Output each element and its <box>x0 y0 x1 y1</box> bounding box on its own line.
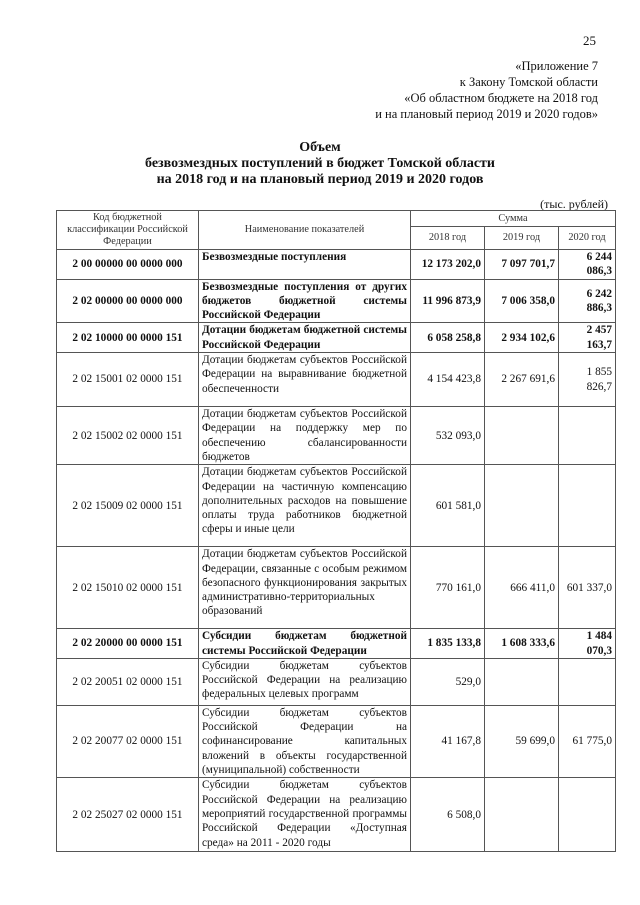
value-2019-cell: 7 006 358,0 <box>485 279 559 323</box>
table-row <box>57 323 616 353</box>
value-2020-cell: 2 457 163,7 <box>559 323 616 353</box>
value-2018-cell: 12 173 202,0 <box>411 250 485 280</box>
value-2018-cell: 41 167,8 <box>411 705 485 777</box>
value-2020-cell: 61 775,0 <box>559 705 616 777</box>
name-cell: Дотации бюджетам субъектов Российской Федерации на поддержку мер по обеспечению сбалансированности бюджетов <box>199 407 411 465</box>
annex-line: и на плановый период 2019 и 2020 годов» <box>375 107 598 121</box>
value-2019-cell: 7 097 701,7 <box>485 250 559 280</box>
value-2018-cell: 4 154 423,8 <box>411 353 485 407</box>
header-name: Наименование показателей <box>199 211 411 250</box>
name-cell: Субсидии бюджетам субъектов Российской Федерации на реализацию мероприятий государственной программы Российской Федерации «Доступная среда» на 2011 - 2020 годы <box>199 778 411 852</box>
header-2020: 2020 год <box>559 227 616 250</box>
budget-code-cell: 2 02 20000 00 0000 151 <box>57 629 199 659</box>
value-2019-cell <box>485 465 559 547</box>
budget-code-cell: 2 02 20051 02 0000 151 <box>57 658 199 705</box>
value-2020-cell: 6 242 886,3 <box>559 279 616 323</box>
value-2019-cell: 2 934 102,6 <box>485 323 559 353</box>
title-line: на 2018 год и на плановый период 2019 и 2020 годов <box>156 172 484 187</box>
value-2020-cell <box>559 465 616 547</box>
value-2020-cell: 1 855 826,7 <box>559 353 616 407</box>
revenue-table <box>56 210 616 852</box>
table-row <box>57 547 616 629</box>
table-row <box>57 279 616 323</box>
name-cell: Дотации бюджетам субъектов Российской Федерации на частичную компенсацию дополнительных расходов на повышение оплаты труда работников бюджетной сферы и иные цели <box>199 465 411 547</box>
budget-code-cell: 2 02 00000 00 0000 000 <box>57 279 199 323</box>
annex-line: к Закону Томской области <box>459 75 598 89</box>
value-2019-cell <box>485 658 559 705</box>
value-2020-cell: 601 337,0 <box>559 547 616 629</box>
value-2020-cell: 1 484 070,3 <box>559 629 616 659</box>
name-cell: Субсидии бюджетам субъектов Российской Федерации на софинансирование капитальных вложений в объекты государственной (муниципальной) собственности <box>199 705 411 777</box>
value-2018-cell: 601 581,0 <box>411 465 485 547</box>
budget-code-cell: 2 00 00000 00 0000 000 <box>57 250 199 280</box>
value-2020-cell <box>559 778 616 852</box>
value-2019-cell: 666 411,0 <box>485 547 559 629</box>
header-2019: 2019 год <box>485 227 559 250</box>
value-2019-cell <box>485 778 559 852</box>
value-2018-cell: 532 093,0 <box>411 407 485 465</box>
annex-header <box>375 58 598 122</box>
table-row <box>57 705 616 777</box>
value-2020-cell <box>559 658 616 705</box>
document-title <box>0 140 640 188</box>
name-cell: Дотации бюджетам бюджетной системы Российской Федерации <box>199 323 411 353</box>
value-2018-cell: 6 508,0 <box>411 778 485 852</box>
title-line: безвозмездных поступлений в бюджет Томской области <box>145 156 495 171</box>
budget-code-cell: 2 02 15009 02 0000 151 <box>57 465 199 547</box>
header-2018: 2018 год <box>411 227 485 250</box>
value-2018-cell: 529,0 <box>411 658 485 705</box>
units-label: (тыс. рублей) <box>540 197 608 211</box>
page-number: 25 <box>583 33 596 48</box>
annex-line: «Приложение 7 <box>515 59 598 73</box>
annex-line: «Об областном бюджете на 2018 год <box>404 91 598 105</box>
budget-code-cell: 2 02 15002 02 0000 151 <box>57 407 199 465</box>
name-cell: Субсидии бюджетам субъектов Российской Федерации на реализацию федеральных целевых программ <box>199 658 411 705</box>
table-row <box>57 658 616 705</box>
name-cell: Дотации бюджетам субъектов Российской Федерации, связанные с особым режимом безопасного функционирования закрытых административно-территориальных образований <box>199 547 411 629</box>
table-row <box>57 629 616 659</box>
name-cell: Безвозмездные поступления от других бюджетов бюджетной системы Российской Федерации <box>199 279 411 323</box>
value-2018-cell: 11 996 873,9 <box>411 279 485 323</box>
value-2018-cell: 1 835 133,8 <box>411 629 485 659</box>
table-row <box>57 407 616 465</box>
title-line: Объем <box>299 140 341 155</box>
table-row <box>57 250 616 280</box>
header-sum: Сумма <box>411 211 616 227</box>
budget-code-cell: 2 02 25027 02 0000 151 <box>57 778 199 852</box>
value-2018-cell: 6 058 258,8 <box>411 323 485 353</box>
value-2018-cell: 770 161,0 <box>411 547 485 629</box>
value-2020-cell: 6 244 086,3 <box>559 250 616 280</box>
budget-code-cell: 2 02 15001 02 0000 151 <box>57 353 199 407</box>
header-code: Код бюджетной классификации Российской Федерации <box>57 211 199 250</box>
value-2020-cell <box>559 407 616 465</box>
value-2019-cell: 2 267 691,6 <box>485 353 559 407</box>
budget-code-cell: 2 02 15010 02 0000 151 <box>57 547 199 629</box>
table-row <box>57 353 616 407</box>
budget-code-cell: 2 02 20077 02 0000 151 <box>57 705 199 777</box>
value-2019-cell: 59 699,0 <box>485 705 559 777</box>
name-cell: Безвозмездные поступления <box>199 250 411 280</box>
table-row <box>57 778 616 852</box>
name-cell: Дотации бюджетам субъектов Российской Федерации на выравнивание бюджетной обеспеченности <box>199 353 411 407</box>
budget-code-cell: 2 02 10000 00 0000 151 <box>57 323 199 353</box>
value-2019-cell: 1 608 333,6 <box>485 629 559 659</box>
name-cell: Субсидии бюджетам бюджетной системы Российской Федерации <box>199 629 411 659</box>
table-row <box>57 465 616 547</box>
value-2019-cell <box>485 407 559 465</box>
